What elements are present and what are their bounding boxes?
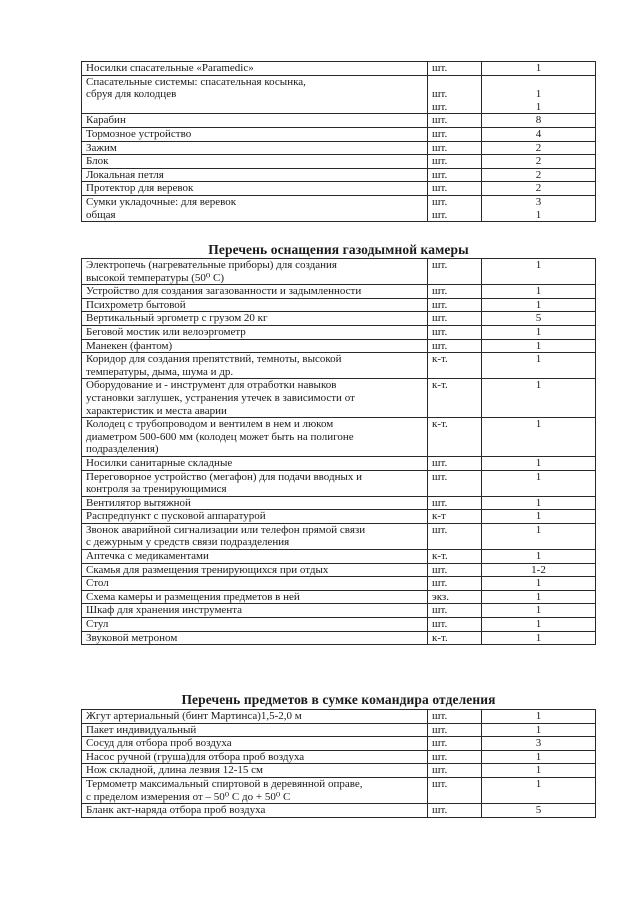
- item-name-line: высокой температуры (50⁰ С): [86, 271, 225, 284]
- item-name-line: Протектор для веревок: [86, 182, 194, 195]
- unit-cell: [428, 353, 482, 379]
- quantity-line: 3: [535, 737, 542, 750]
- commander-bag-table: [81, 709, 596, 818]
- quantity-line: 1: [535, 88, 542, 101]
- table-row: [82, 75, 596, 114]
- item-name-cell: [82, 259, 428, 285]
- item-name-line: Нож складной, длина лезвия 12-15 см: [86, 764, 263, 777]
- unit-line: шт.: [432, 208, 448, 221]
- unit-line: к-т: [432, 510, 446, 523]
- quantity-cell: [482, 168, 596, 182]
- item-name-line: Колодец с трубопроводом и вентилем в нем и люком: [86, 418, 334, 431]
- item-name-line: Зажим: [86, 141, 117, 154]
- item-name-line: сбруя для колодцев: [86, 88, 177, 101]
- item-name-line: Беговой мостик или велоэргометр: [86, 325, 246, 338]
- unit-line: к-т.: [432, 379, 448, 392]
- quantity-cell: [482, 590, 596, 604]
- unit-line: шт.: [432, 604, 448, 617]
- unit-cell: [428, 325, 482, 339]
- item-name-cell: [82, 737, 428, 751]
- table-row: [82, 114, 596, 128]
- unit-line: шт.: [432, 285, 448, 298]
- unit-line: шт.: [432, 182, 448, 195]
- item-name-line: Блок: [86, 155, 109, 168]
- quantity-line: 5: [535, 804, 542, 817]
- quantity-cell: [482, 339, 596, 353]
- item-name-line: Насос ручной (груша)для отбора проб воздуха: [86, 750, 305, 763]
- unit-line: шт.: [432, 764, 448, 777]
- unit-line: шт.: [432, 62, 448, 74]
- unit-cell: [428, 339, 482, 353]
- quantity-line: 2: [535, 182, 542, 195]
- quantity-cell: [482, 550, 596, 564]
- unit-line: шт.: [432, 710, 448, 722]
- item-name-cell: [82, 75, 428, 114]
- item-name-cell: [82, 418, 428, 457]
- item-name-line: Карабин: [86, 114, 126, 127]
- quantity-line: 1: [535, 631, 542, 644]
- unit-line: к-т.: [432, 550, 448, 563]
- unit-line: шт.: [432, 298, 448, 311]
- table-row: [82, 259, 596, 285]
- unit-cell: [428, 195, 482, 221]
- unit-line: шт.: [432, 100, 448, 113]
- quantity-line: 1: [535, 353, 542, 366]
- item-name-cell: [82, 379, 428, 418]
- quantity-cell: [482, 456, 596, 470]
- item-name-cell: [82, 325, 428, 339]
- quantity-line: 8: [535, 114, 542, 127]
- table-row: [82, 723, 596, 737]
- quantity-cell: [482, 604, 596, 618]
- unit-cell: [428, 510, 482, 524]
- item-name-cell: [82, 523, 428, 549]
- quantity-line: 1: [535, 550, 542, 563]
- quantity-line: 1: [535, 470, 542, 483]
- unit-cell: [428, 764, 482, 778]
- item-name-cell: [82, 618, 428, 632]
- unit-cell: [428, 470, 482, 496]
- item-name-cell: [82, 182, 428, 196]
- item-name-line: диаметром 500-600 мм (колодец может быть на полигоне: [86, 430, 354, 443]
- quantity-line: 1: [535, 764, 542, 777]
- quantity-cell: [482, 723, 596, 737]
- quantity-line: 1: [535, 710, 542, 722]
- quantity-cell: [482, 750, 596, 764]
- unit-cell: [428, 750, 482, 764]
- table-row: [82, 168, 596, 182]
- quantity-cell: [482, 127, 596, 141]
- item-name-line: Сосуд для отбора проб воздуха: [86, 737, 232, 750]
- item-name-line: Схема камеры и размещения предметов в ней: [86, 590, 300, 603]
- item-name-cell: [82, 777, 428, 803]
- unit-line: шт.: [432, 737, 448, 750]
- quantity-line: 1: [535, 379, 542, 392]
- item-name-line: Локальная петля: [86, 168, 164, 181]
- table-row: [82, 285, 596, 299]
- item-name-cell: [82, 312, 428, 326]
- unit-line: шт.: [432, 577, 448, 590]
- unit-cell: [428, 590, 482, 604]
- quantity-line: 1: [535, 510, 542, 523]
- unit-line: шт.: [432, 88, 448, 101]
- quantity-cell: [482, 312, 596, 326]
- quantity-cell: [482, 75, 596, 114]
- unit-cell: [428, 379, 482, 418]
- item-name-line: Распредпункт с пусковой аппаратурой: [86, 510, 266, 523]
- table-row: [82, 182, 596, 196]
- quantity-cell: [482, 195, 596, 221]
- table-row: [82, 496, 596, 510]
- table-row: [82, 418, 596, 457]
- quantity-line: 2: [535, 155, 542, 168]
- unit-cell: [428, 737, 482, 751]
- unit-line: шт.: [432, 339, 448, 352]
- quantity-line: 1: [535, 777, 542, 790]
- quantity-cell: [482, 764, 596, 778]
- unit-cell: [428, 182, 482, 196]
- unit-cell: [428, 618, 482, 632]
- unit-cell: [428, 604, 482, 618]
- unit-cell: [428, 523, 482, 549]
- item-name-cell: [82, 750, 428, 764]
- item-name-line: с дежурным у средств связи подразделения: [86, 536, 290, 549]
- item-name-cell: [82, 631, 428, 645]
- quantity-line: 3: [535, 195, 542, 208]
- item-name-line: Оборудование и - инструмент для отработки навыков: [86, 379, 337, 392]
- unit-line: к-т.: [432, 353, 448, 366]
- quantity-line: 1: [535, 208, 542, 221]
- item-name-cell: [82, 298, 428, 312]
- quantity-line: 1-2: [531, 563, 546, 576]
- quantity-cell: [482, 62, 596, 76]
- quantity-cell: [482, 631, 596, 645]
- quantity-line: 1: [535, 418, 542, 431]
- table-row: [82, 325, 596, 339]
- table-row: [82, 710, 596, 724]
- quantity-cell: [482, 114, 596, 128]
- quantity-line: 1: [535, 496, 542, 509]
- table-row: [82, 127, 596, 141]
- item-name-line: Переговорное устройство (мегафон) для подачи вводных и: [86, 470, 362, 483]
- quantity-line: 1: [535, 723, 542, 736]
- table-row: [82, 604, 596, 618]
- item-name-cell: [82, 723, 428, 737]
- quantity-cell: [482, 470, 596, 496]
- unit-line: шт.: [432, 114, 448, 127]
- table-row: [82, 618, 596, 632]
- table-row: [82, 777, 596, 803]
- unit-cell: [428, 777, 482, 803]
- table-row: [82, 750, 596, 764]
- item-name-line: температуры, дыма, шума и др.: [86, 365, 234, 378]
- item-name-line: Звуковой метроном: [86, 631, 178, 644]
- item-name-cell: [82, 604, 428, 618]
- unit-line: шт.: [432, 312, 448, 325]
- quantity-cell: [482, 259, 596, 285]
- item-name-cell: [82, 285, 428, 299]
- item-name-cell: [82, 127, 428, 141]
- quantity-cell: [482, 298, 596, 312]
- table-row: [82, 804, 596, 818]
- item-name-cell: [82, 563, 428, 577]
- quantity-cell: [482, 496, 596, 510]
- unit-line: шт.: [432, 750, 448, 763]
- item-name-cell: [82, 804, 428, 818]
- quantity-line: 1: [535, 339, 542, 352]
- item-name-cell: [82, 155, 428, 169]
- item-name-cell: [82, 353, 428, 379]
- quantity-cell: [482, 325, 596, 339]
- quantity-line: 1: [535, 750, 542, 763]
- quantity-line: 1: [535, 523, 542, 536]
- item-name-cell: [82, 550, 428, 564]
- item-name-cell: [82, 339, 428, 353]
- quantity-line: 2: [535, 168, 542, 181]
- table-row: [82, 550, 596, 564]
- table-row: [82, 510, 596, 524]
- quantity-line: 1: [535, 62, 542, 74]
- item-name-line: характеристик и места аварии: [86, 404, 227, 417]
- table-row: [82, 523, 596, 549]
- item-name-cell: [82, 577, 428, 591]
- quantity-cell: [482, 777, 596, 803]
- item-name-line: Вертикальный эргометр с грузом 20 кг: [86, 312, 268, 325]
- table-row: [82, 62, 596, 76]
- unit-cell: [428, 127, 482, 141]
- table-row: [82, 737, 596, 751]
- quantity-cell: [482, 523, 596, 549]
- unit-cell: [428, 723, 482, 737]
- unit-cell: [428, 114, 482, 128]
- table-row: [82, 764, 596, 778]
- quantity-cell: [482, 353, 596, 379]
- quantity-line: 4: [535, 127, 542, 140]
- quantity-line: 1: [535, 298, 542, 311]
- table-row: [82, 631, 596, 645]
- item-name-line: общая: [86, 208, 116, 221]
- item-name-line: Коридор для создания препятствий, темноты, высокой: [86, 353, 342, 366]
- item-name-line: Вентилятор вытяжной: [86, 496, 191, 509]
- unit-line: шт.: [432, 259, 448, 271]
- unit-line: [432, 76, 477, 89]
- item-name-line: [86, 101, 423, 114]
- table-row: [82, 470, 596, 496]
- section-title-gas-smoke-chamber: Перечень оснащения газодымной камеры: [208, 242, 469, 257]
- unit-cell: [428, 496, 482, 510]
- item-name-cell: [82, 470, 428, 496]
- item-name-cell: [82, 62, 428, 76]
- table-row: [82, 379, 596, 418]
- unit-cell: [428, 563, 482, 577]
- item-name-line: установки заглушек, устранения утечек в зависимости от: [86, 391, 355, 404]
- table-row: [82, 312, 596, 326]
- item-name-line: Электропечь (нагревательные приборы) для создания: [86, 259, 337, 271]
- item-name-line: подразделения): [86, 443, 159, 456]
- gas-smoke-chamber-table: [81, 258, 596, 645]
- quantity-line: 2: [535, 141, 542, 154]
- item-name-line: Стул: [86, 618, 109, 631]
- quantity-cell: [482, 418, 596, 457]
- item-name-line: Тормозное устройство: [86, 127, 192, 140]
- quantity-line: 1: [535, 100, 542, 113]
- quantity-cell: [482, 141, 596, 155]
- quantity-cell: [482, 618, 596, 632]
- quantity-line: 1: [535, 604, 542, 617]
- quantity-line: [486, 76, 591, 89]
- table-row: [82, 298, 596, 312]
- quantity-cell: [482, 737, 596, 751]
- table-row: [82, 590, 596, 604]
- quantity-line: 1: [535, 259, 542, 271]
- quantity-cell: [482, 804, 596, 818]
- unit-cell: [428, 75, 482, 114]
- unit-line: шт.: [432, 456, 448, 469]
- unit-cell: [428, 259, 482, 285]
- unit-line: шт.: [432, 168, 448, 181]
- quantity-line: 1: [535, 456, 542, 469]
- item-name-line: контроля за тренирующимися: [86, 483, 227, 496]
- item-name-line: Стол: [86, 577, 109, 590]
- item-name-line: Скамья для размещения тренирующихся при отдых: [86, 563, 329, 576]
- unit-line: шт.: [432, 470, 448, 483]
- table-row: [82, 577, 596, 591]
- unit-line: шт.: [432, 155, 448, 168]
- unit-cell: [428, 62, 482, 76]
- unit-line: шт.: [432, 723, 448, 736]
- unit-line: шт.: [432, 618, 448, 631]
- table-row: [82, 195, 596, 221]
- unit-cell: [428, 155, 482, 169]
- item-name-cell: [82, 195, 428, 221]
- quantity-cell: [482, 510, 596, 524]
- unit-line: шт.: [432, 496, 448, 509]
- unit-cell: [428, 550, 482, 564]
- unit-line: шт.: [432, 563, 448, 576]
- unit-line: шт.: [432, 777, 448, 790]
- item-name-line: Жгут артериальный (бинт Мартинса)1,5-2,0 м: [86, 710, 302, 722]
- quantity-line: 1: [535, 577, 542, 590]
- unit-line: шт.: [432, 195, 448, 208]
- quantity-cell: [482, 710, 596, 724]
- unit-line: шт.: [432, 523, 448, 536]
- item-name-cell: [82, 114, 428, 128]
- quantity-cell: [482, 379, 596, 418]
- item-name-cell: [82, 168, 428, 182]
- unit-line: шт.: [432, 804, 448, 817]
- unit-cell: [428, 577, 482, 591]
- item-name-cell: [82, 141, 428, 155]
- unit-cell: [428, 312, 482, 326]
- table-row: [82, 339, 596, 353]
- quantity-line: 1: [535, 325, 542, 338]
- unit-line: шт.: [432, 141, 448, 154]
- item-name-line: Шкаф для хранения инструмента: [86, 604, 243, 617]
- quantity-line: 1: [535, 285, 542, 298]
- item-name-line: Звонок аварийной сигнализации или телефон прямой связи: [86, 523, 366, 536]
- quantity-cell: [482, 563, 596, 577]
- item-name-line: Пакет индивидуальный: [86, 723, 197, 736]
- item-name-line: с пределом измерения от – 50⁰ С до + 50⁰ С: [86, 790, 291, 803]
- unit-cell: [428, 710, 482, 724]
- unit-cell: [428, 631, 482, 645]
- table-row: [82, 155, 596, 169]
- quantity-line: 1: [535, 618, 542, 631]
- item-name-cell: [82, 456, 428, 470]
- unit-cell: [428, 418, 482, 457]
- quantity-cell: [482, 285, 596, 299]
- item-name-cell: [82, 590, 428, 604]
- section-title-commander-bag: Перечень предметов в сумке командира отделения: [181, 692, 496, 707]
- quantity-line: 5: [535, 312, 542, 325]
- table-row: [82, 456, 596, 470]
- unit-line: к-т.: [432, 418, 448, 431]
- item-name-cell: [82, 510, 428, 524]
- quantity-cell: [482, 182, 596, 196]
- item-name-line: Психрометр бытовой: [86, 298, 186, 311]
- item-name-line: Носилки санитарные складные: [86, 456, 233, 469]
- table-row: [82, 141, 596, 155]
- unit-line: шт.: [432, 325, 448, 338]
- unit-cell: [428, 168, 482, 182]
- unit-line: экз.: [432, 590, 450, 603]
- unit-line: шт.: [432, 127, 448, 140]
- unit-cell: [428, 456, 482, 470]
- item-name-line: Бланк акт-наряда отбора проб воздуха: [86, 804, 266, 817]
- item-name-line: Аптечка с медикаментами: [86, 550, 209, 563]
- item-name-line: Сумки укладочные: для веревок: [86, 195, 237, 208]
- unit-cell: [428, 804, 482, 818]
- item-name-cell: [82, 710, 428, 724]
- item-name-line: Носилки спасательные «Paramedic»: [86, 62, 254, 74]
- item-name-line: Устройство для создания загазованности и задымленности: [86, 285, 362, 298]
- item-name-line: Спасательные системы: спасательная косынка,: [86, 75, 306, 88]
- quantity-line: 1: [535, 590, 542, 603]
- item-name-line: Термометр максимальный спиртовой в деревянной оправе,: [86, 777, 363, 790]
- quantity-cell: [482, 577, 596, 591]
- table-row: [82, 563, 596, 577]
- item-name-cell: [82, 764, 428, 778]
- item-name-line: Манекен (фантом): [86, 339, 173, 352]
- rescue-equipment-table: [81, 61, 596, 222]
- item-name-cell: [82, 496, 428, 510]
- unit-cell: [428, 285, 482, 299]
- unit-line: к-т.: [432, 631, 448, 644]
- table-row: [82, 353, 596, 379]
- unit-cell: [428, 298, 482, 312]
- quantity-cell: [482, 155, 596, 169]
- unit-cell: [428, 141, 482, 155]
